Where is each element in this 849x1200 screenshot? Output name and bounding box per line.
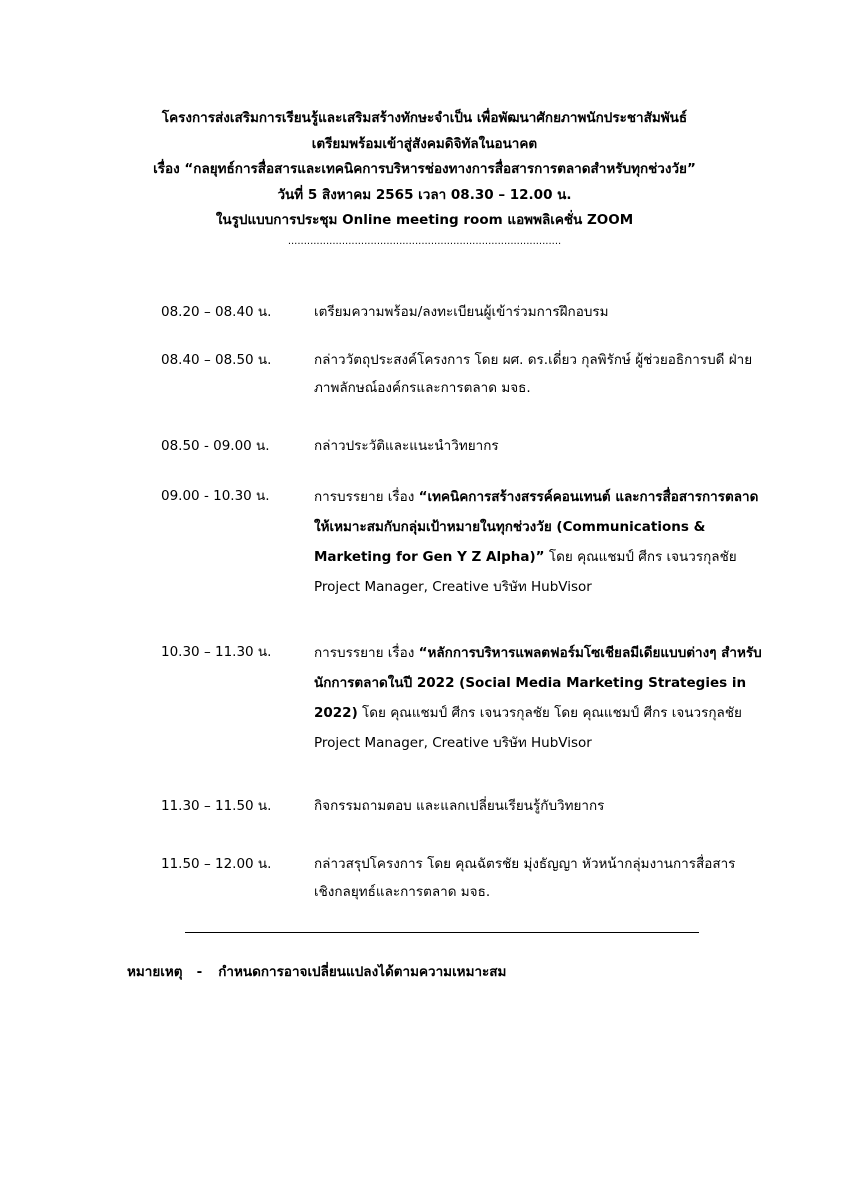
speaker-info: โดย คุณแชมป์ ศีกร เจนวรกุลชัย โดย คุณแชมป์ ศีกร เจนวรกุลชัย Project Manager, Creative บริษัท HubVisor	[314, 705, 742, 751]
agenda-time: 08.20 – 08.40 น.	[161, 304, 272, 320]
agenda-text: การบรรยาย เรื่อง	[314, 645, 419, 661]
document-header	[0, 106, 849, 250]
agenda-description	[314, 298, 769, 326]
speaker-info: โดย คุณแชมป์ ศีกร เจนวรกุลชัย Project Manager, Creative บริษัท HubVisor	[314, 549, 737, 595]
agenda-time: 09.00 - 10.30 น.	[161, 488, 270, 504]
footnote-text: กำหนดการอาจเปลี่ยนแปลงได้ตามความเหมาะสม	[218, 964, 507, 980]
session-topic: เรื่อง “กลยุทธ์การสื่อสารและเทคนิคการบริหารช่องทางการสื่อสารการตลาดสำหรับทุกช่วงวัย”	[153, 161, 696, 177]
agenda-text: กล่าววัตถุประสงค์โครงการ โดย ผศ. ดร.เดี่ยว กุลพิรักษ์ ผู้ช่วยอธิการบดี ฝ่ายภาพลักษณ์องค์กรและการตลาด มจธ.	[314, 352, 753, 396]
lecture-title: “หลักการบริหารแพลตฟอร์มโซเชียลมีเดียแบบต่างๆ สำหรับนักการตลาดในปี 2022 (Social Media Marketing Strategies in 2022)	[314, 645, 762, 721]
project-subtitle: เตรียมพร้อมเข้าสู่สังคมดิจิทัลในอนาคต	[311, 135, 538, 152]
session-venue: ในรูปแบบการประชุม Online meeting room แอพพลิเคชั่น ZOOM	[215, 212, 634, 228]
agenda-description	[314, 638, 769, 758]
agenda-text: การบรรยาย เรื่อง	[314, 489, 419, 505]
lecture-title: “เทคนิคการสร้างสรรค์คอนเทนต์ และการสื่อสารการตลาดให้เหมาะสมกับกลุ่มเป้าหมายในทุกช่วงวัย (Communications & Marketing for Gen Y Z Alpha)”	[314, 489, 759, 565]
agenda-description	[314, 792, 769, 820]
agenda-text: เตรียมความพร้อม/ลงทะเบียนผู้เข้าร่วมการฝึกอบรม	[314, 304, 609, 320]
agenda-time: 08.40 – 08.50 น.	[161, 352, 272, 368]
session-date: วันที่ 5 สิงหาคม 2565 เวลา 08.30 – 12.00 น.	[277, 186, 572, 203]
agenda-description	[314, 346, 754, 402]
agenda-text: กิจกรรมถามตอบ และแลกเปลี่ยนเรียนรู้กับวิทยากร	[314, 798, 605, 814]
agenda-time: 11.50 – 12.00 น.	[161, 856, 272, 872]
dotted-separator: ......................................................................................	[287, 235, 562, 247]
horizontal-rule	[185, 932, 699, 933]
agenda-description	[314, 432, 769, 460]
footnote	[127, 960, 506, 984]
agenda-description	[314, 850, 754, 906]
footnote-dash: -	[196, 964, 203, 980]
agenda-description	[314, 482, 769, 602]
footnote-label: หมายเหตุ	[127, 964, 183, 980]
agenda-time: 11.30 – 11.50 น.	[161, 798, 272, 814]
agenda-time: 10.30 – 11.30 น.	[161, 644, 272, 660]
project-title: โครงการส่งเสริมการเรียนรู้และเสริมสร้างทักษะจำเป็น เพื่อพัฒนาศักยภาพนักประชาสัมพันธ์	[161, 110, 688, 126]
agenda-time: 08.50 - 09.00 น.	[161, 438, 270, 454]
agenda-text: กล่าวสรุปโครงการ โดย คุณฉัตรชัย มุ่งธัญญา หัวหน้ากลุ่มงานการสื่อสารเชิงกลยุทธ์และการตลาด มจธ.	[314, 856, 736, 900]
agenda-text: กล่าวประวัติและแนะนำวิทยากร	[314, 438, 499, 454]
